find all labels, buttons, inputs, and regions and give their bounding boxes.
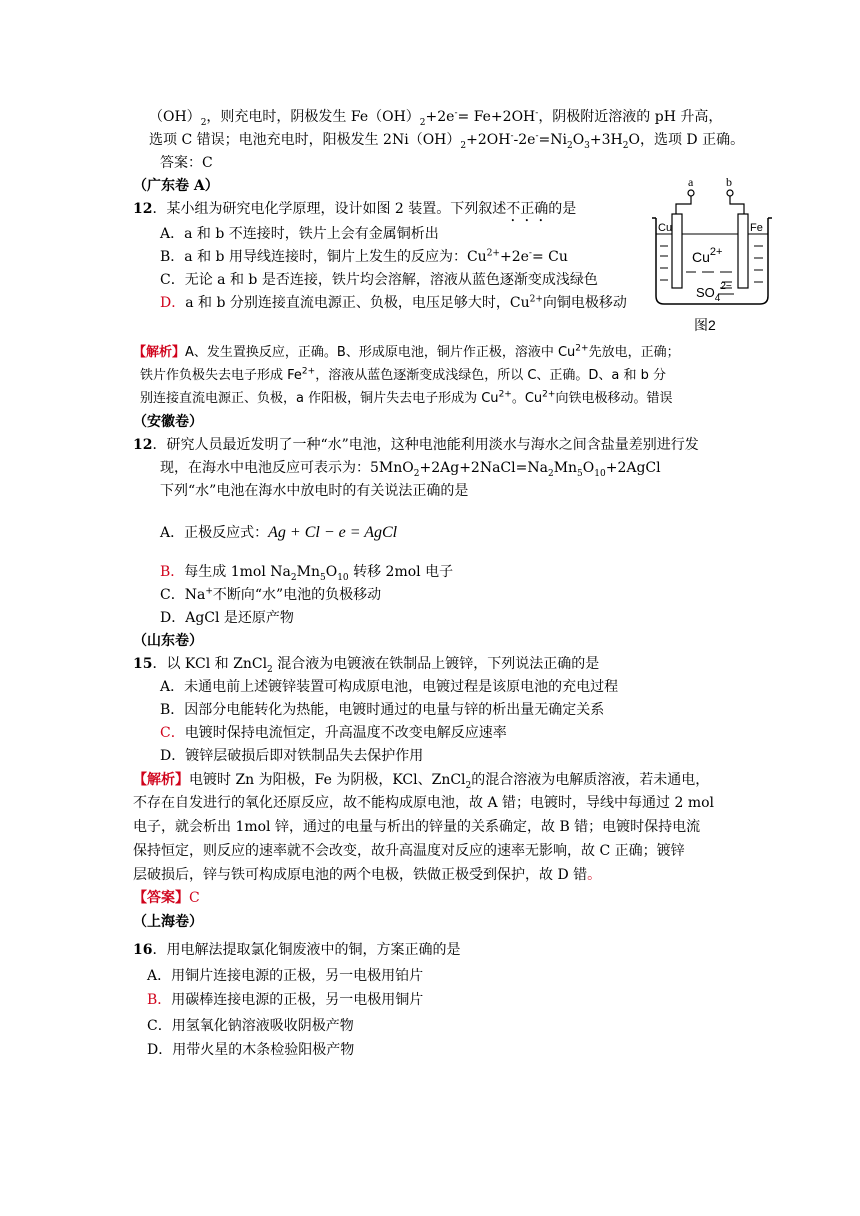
option-c: C．Na+不断向“水”电池的负极移动 (160, 586, 382, 603)
section-header-anhui: （安徽卷） (133, 414, 203, 430)
option-b: B．因部分电能转化为热能，电镀时通过的电量与锌的析出量无确定关系 (160, 702, 605, 718)
question-12-anhui: 12．研究人员最近发明了一种“水”电池，这种电池能利用淡水与海水之间含盐量差别进行发 (133, 437, 699, 453)
continuation-line-1: $(OH)_2$，则充电时，阴极发生 $Fe(OH)_2+2e^-= Fe+2OH^-$，阴极附近溶液的 pH 升高， (149, 108, 723, 128)
option-b-letter (147, 990, 423, 1010)
option-a: A．正极反应式：Ag + Cl − e = AgCl (160, 524, 398, 541)
question-16-shanghai: 16．用电解法提取氯化铜废液中的铜，方案正确的是 (133, 942, 461, 958)
option-d: D．AgCl 是还原产物 (160, 610, 294, 626)
analysis-shandong-2: 不存在自发进行的氧化还原反应，故不能构成原电池，故 A 错；电镀时，导线中每通过 2 mol (133, 795, 714, 811)
option-a: A．a 和 b 不连接时，铁片上会有金属铜析出 (160, 226, 439, 242)
sulfate-ion-label: $SO_4^{2-}$ (696, 281, 732, 304)
option-d: D．镀锌层破损后即对铁制品失去保护作用 (160, 748, 424, 764)
option-c: C．电镀时保持电流恒定，升高温度不改变电解反应速率 (160, 725, 507, 741)
terminal-a (688, 190, 694, 196)
option-c: C．无论 a 和 b 是否连接，铁片均会溶解，溶液从蓝色逐渐变成浅绿色 (160, 272, 598, 288)
option-a: A．用铜片连接电源的正极，另一电极用铂片 (147, 968, 424, 984)
answer-shandong: 【答案】C (133, 890, 200, 906)
option-b: B．每生成 1mol $Na_2Mn_5O_{10}$ 转移 2mol 电子 (160, 564, 454, 583)
terminal-b-label: b (726, 175, 732, 189)
iron-electrode (738, 214, 748, 288)
answer-line: 答案：C (160, 155, 213, 171)
option-b-marker: B． (147, 992, 172, 1008)
analysis-guangdong-2: 铁片作负极失去电子形成 $Fe^{2+}$，溶液从蓝色逐渐变成浅绿色，所以 C、正确。D、a 和 b 分 (140, 366, 667, 383)
electrolysis-cell-diagram (648, 172, 776, 337)
cu-electrode-label: Cu (658, 222, 673, 234)
terminal-a-label: a (688, 175, 694, 189)
section-header-shanghai: （上海卷） (133, 914, 203, 930)
terminal-b (727, 190, 733, 196)
copper-ion-label: $Cu^{2+}$ (692, 246, 723, 265)
analysis-shandong-4: 保持恒定，则反应的速率就不会改变，故升高温度对反应的速率无影响，故 C 正确；镀锌 (133, 843, 685, 859)
analysis-guangdong-3: 别连接直流电源正、负极，a 作阳极，铜片失去电子形成为 $Cu^{2+}$。$Cu^{2+}$向铁电极移动。错误 (140, 389, 673, 406)
figure-caption: 图2 (694, 317, 716, 333)
analysis-shandong-1: 【解析】电镀时 Zn 为阳极，Fe 为阴极，KCl、ZnCl$_2$的混合溶液为电解质溶液，若未通电， (133, 772, 710, 791)
option-b-text: 用碳棒连接电源的正极，另一电极用铜片 (171, 992, 424, 1008)
analysis-shandong-3: 电子，就会析出 1mol 锌，通过的电量与析出的锌量的关系确定，故 B 错；电镀时保持电流 (133, 819, 701, 835)
question-12-guangdong: 12．某小组为研究电化学原理，设计如图 2 装置。下列叙述不正确的是 (133, 201, 577, 217)
analysis-shandong-5: 层破损后，锌与铁可构成原电池的两个电极，铁做正极受到保护，故 D 错。 (133, 867, 602, 883)
question-15-shandong: 15．以 KCl 和 ZnCl$_2$ 混合液为电镀液在铁制品上镀锌，下列说法正确的是 (133, 656, 600, 675)
option-c: C．用氢氧化钠溶液吸收阴极产物 (147, 1018, 354, 1034)
fe-electrode-label: Fe (750, 222, 763, 234)
option-b: B．a 和 b 用导线连接时，铜片上发生的反应为：$Cu^{2+}+2e^-= Cu$ (160, 248, 568, 265)
section-header-guangdong: （广东卷 A） (133, 178, 219, 194)
copper-electrode (672, 214, 682, 288)
option-d: D．用带火星的木条检验阳极产物 (147, 1042, 355, 1058)
option-d: D．a 和 b 分别连接直流电源正、负极，电压足够大时，$Cu^{2+}$向铜电极移动 (160, 294, 627, 311)
option-a: A．未通电前上述镀锌装置可构成原电池，电镀过程是该原电池的充电过程 (160, 679, 619, 695)
continuation-line-2: 选项 C 错误；电池充电时，阳极发生 $2Ni(OH)_2+2OH^--2e^-=Ni_2O_3+3H_2O$，选项 D 正确。 (149, 131, 745, 151)
question-12-anhui-line3: 下列“水”电池在海水中放电时的有关说法正确的是 (160, 483, 469, 499)
section-header-shandong: （山东卷） (133, 633, 203, 649)
analysis-guangdong-1: 【解析】A、发生置换反应，正确。B、形成原电池，铜片作正极，溶液中 $Cu^{2+}$先放电，正确； (133, 343, 680, 360)
question-12-anhui-line2: 现，在海水中电池反应可表示为：$5MnO_2+2Ag+2NaCl=Na_2Mn_5O_{10}+2AgCl$ (160, 460, 661, 479)
